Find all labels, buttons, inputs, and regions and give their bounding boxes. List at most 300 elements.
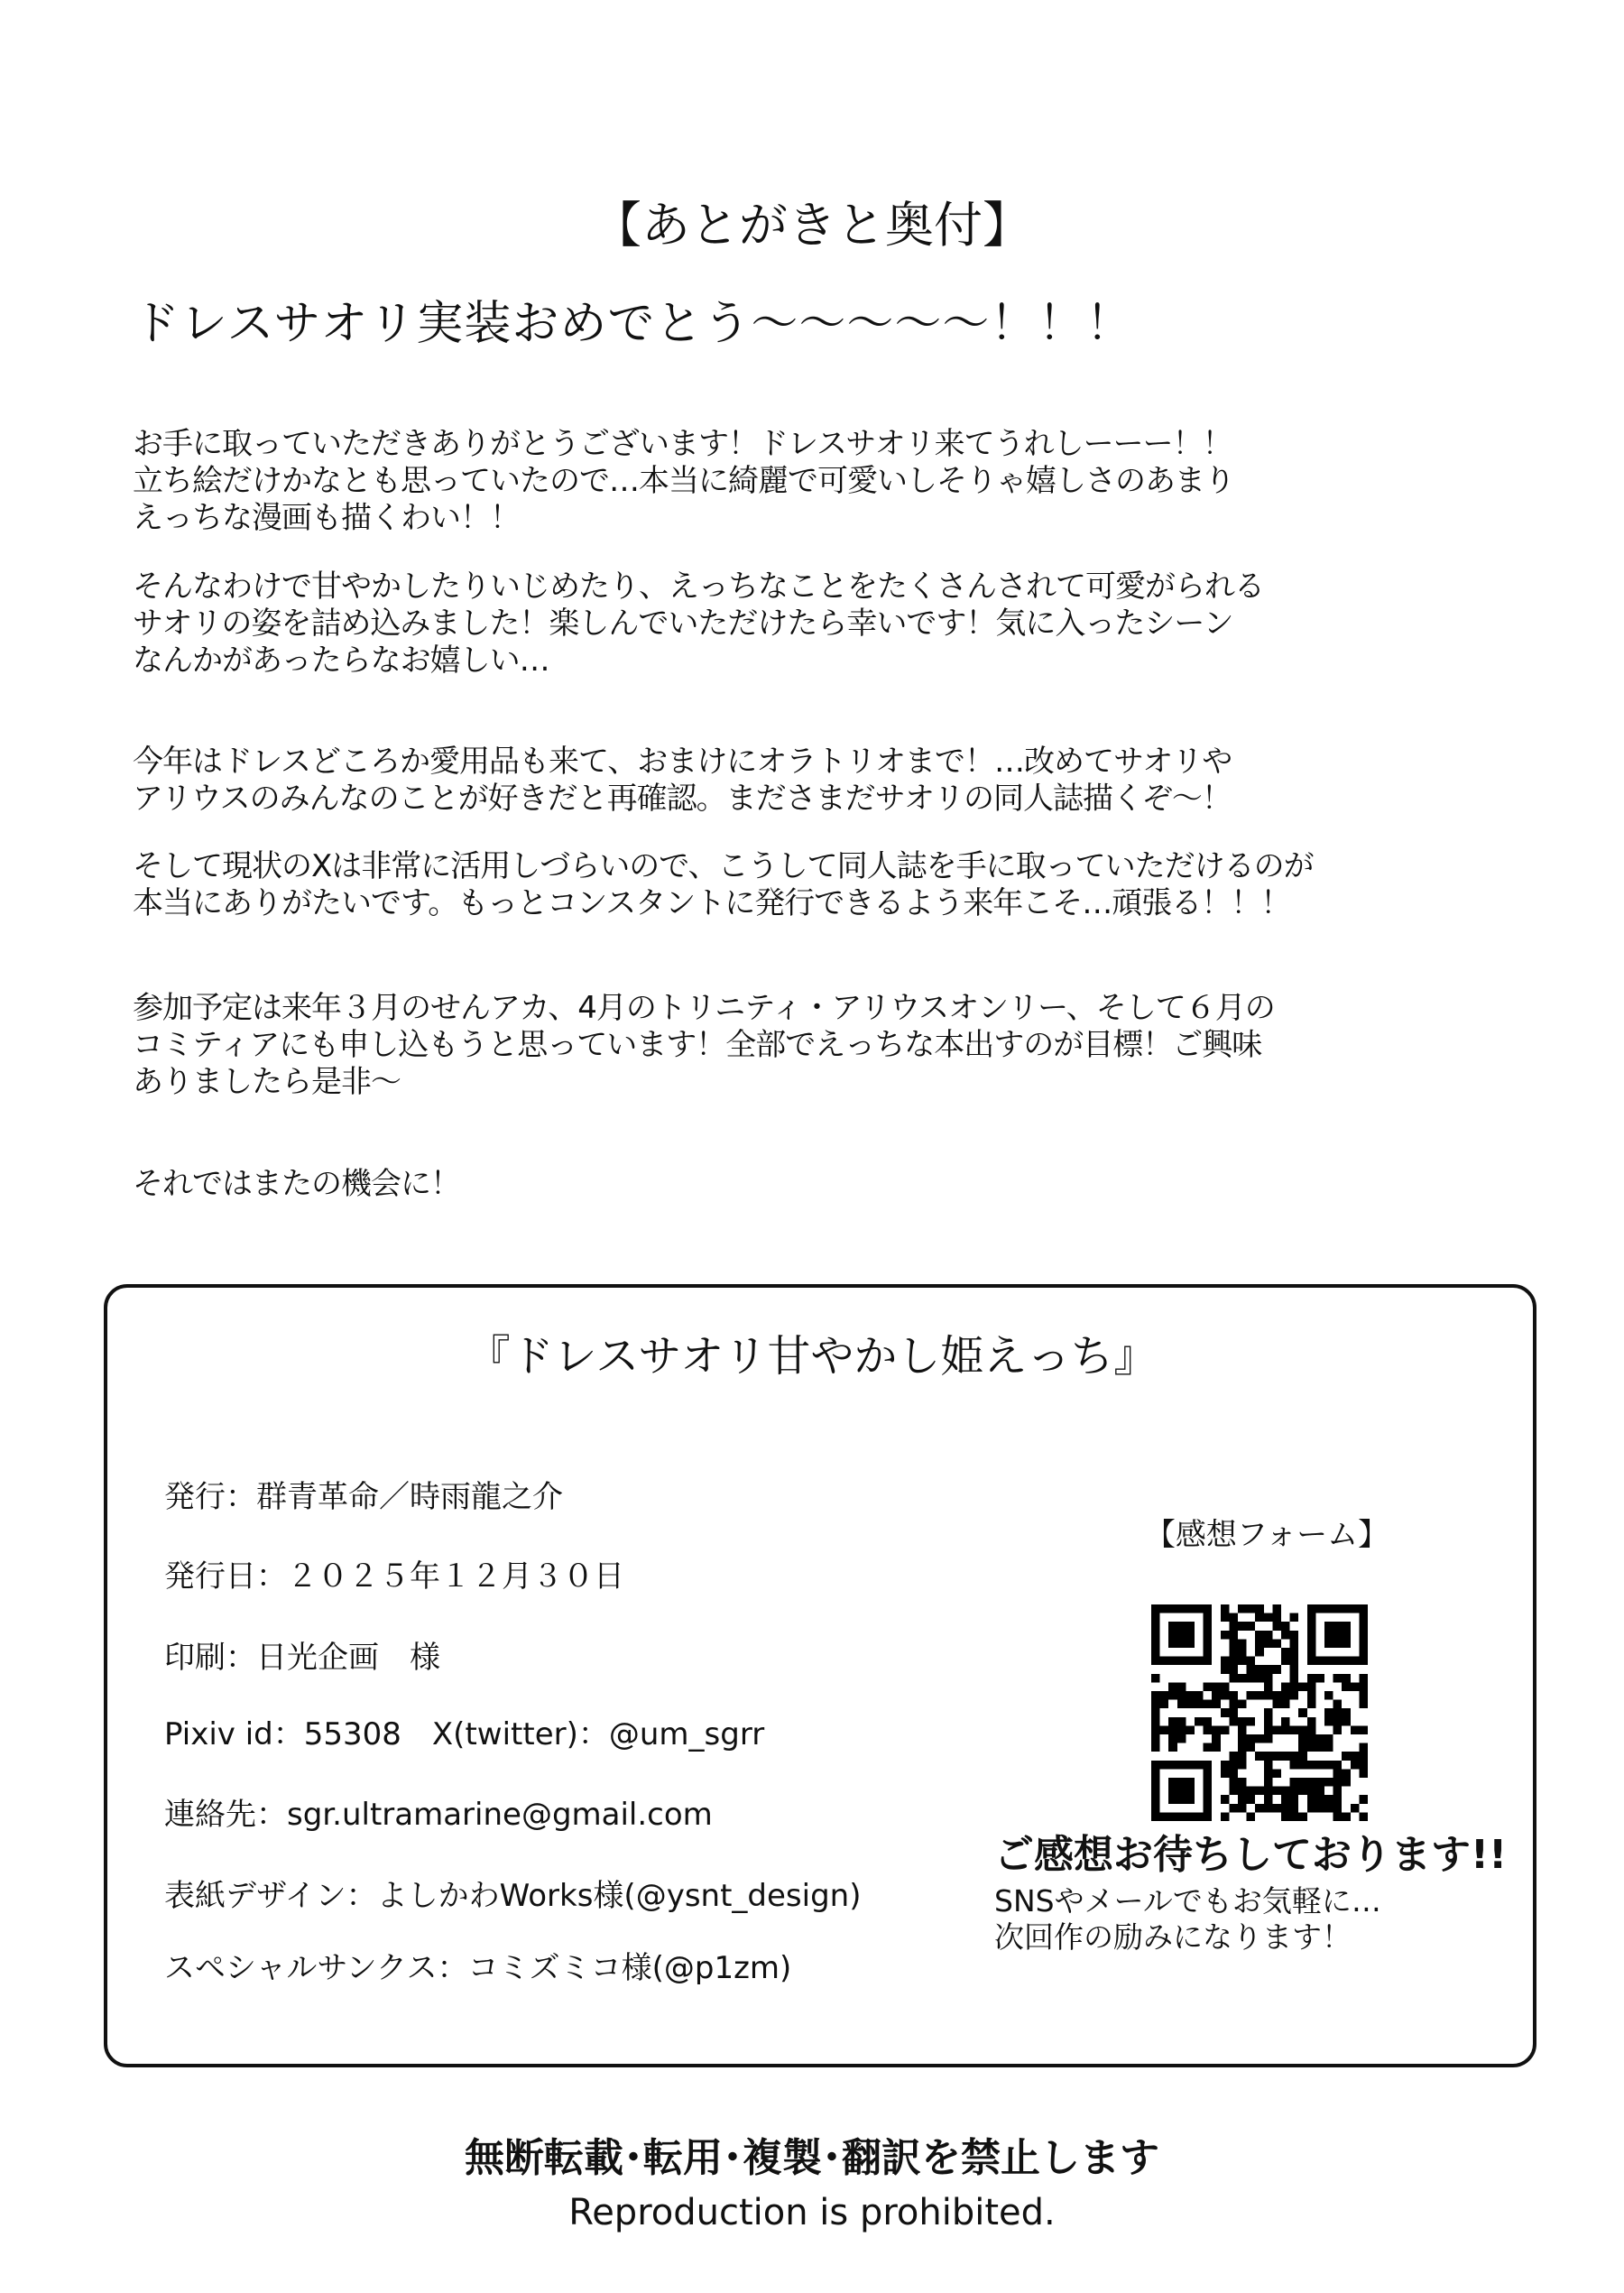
qr-module: [1204, 1795, 1213, 1804]
qr-module: [1342, 1752, 1351, 1761]
qr-module: [1160, 1725, 1169, 1734]
qr-module: [1315, 1734, 1324, 1743]
text-line: お手に取っていただきありがとうございます！ドレスサオリ来てうれしーーー！！: [133, 426, 1232, 462]
qr-module: [1281, 1622, 1290, 1631]
text-line: 本当にありがたいです。もっとコンスタントに発行できるよう来年こそ…頑張る！！！: [133, 885, 1291, 921]
qr-module: [1177, 1795, 1186, 1804]
qr-module: [1264, 1787, 1273, 1796]
qr-module: [1168, 1761, 1177, 1770]
qr-module: [1342, 1682, 1351, 1691]
qr-module: [1221, 1631, 1230, 1640]
qr-module: [1204, 1631, 1213, 1640]
qr-module: [1307, 1717, 1316, 1726]
qr-module: [1255, 1734, 1264, 1743]
publish-date-row: 発行日：２０２５年１２月３０日: [164, 1558, 624, 1595]
qr-module: [1307, 1778, 1316, 1787]
qr-module: [1186, 1761, 1195, 1770]
qr-module: [1229, 1761, 1238, 1770]
qr-module: [1204, 1778, 1213, 1787]
qr-module: [1333, 1804, 1343, 1813]
qr-module: [1359, 1795, 1368, 1804]
qr-module: [1229, 1674, 1238, 1683]
qr-module: [1151, 1734, 1160, 1743]
qr-module: [1359, 1622, 1368, 1631]
qr-module: [1151, 1725, 1160, 1734]
qr-module: [1333, 1708, 1343, 1717]
qr-module: [1229, 1622, 1238, 1631]
qr-module: [1290, 1682, 1299, 1691]
qr-module: [1307, 1725, 1316, 1734]
qr-module: [1204, 1682, 1213, 1691]
qr-module: [1238, 1734, 1247, 1743]
qr-module: [1272, 1752, 1281, 1761]
qr-module: [1281, 1795, 1290, 1804]
paragraph: [133, 744, 1232, 818]
qr-module: [1247, 1787, 1256, 1796]
qr-module: [1247, 1657, 1256, 1666]
qr-module: [1177, 1761, 1186, 1770]
qr-module: [1307, 1639, 1316, 1648]
qr-module: [1298, 1725, 1307, 1734]
qr-module: [1177, 1682, 1186, 1691]
qr-module: [1151, 1804, 1160, 1813]
qr-module: [1264, 1708, 1273, 1717]
qr-module: [1307, 1613, 1316, 1623]
qr-module: [1307, 1648, 1316, 1657]
qr-module: [1290, 1674, 1299, 1683]
qr-module: [1333, 1795, 1343, 1804]
qr-module: [1359, 1631, 1368, 1640]
text-line: 立ち絵だけかなとも思っていたので…本当に綺麗で可愛いしそりゃ嬉しさのあまり: [133, 463, 1234, 499]
qr-module: [1151, 1795, 1160, 1804]
qr-module: [1247, 1812, 1256, 1821]
printer-row: 印刷：日光企画 様: [164, 1640, 440, 1676]
qr-module: [1255, 1787, 1264, 1796]
qr-module: [1151, 1691, 1160, 1700]
qr-module: [1229, 1708, 1238, 1717]
qr-module: [1307, 1674, 1316, 1683]
qr-module: [1315, 1795, 1324, 1804]
qr-module: [1281, 1700, 1290, 1709]
qr-module: [1186, 1795, 1195, 1804]
qr-module: [1255, 1674, 1264, 1683]
qr-module: [1151, 1778, 1160, 1787]
qr-module: [1238, 1648, 1247, 1657]
text-line: それではまたの機会に！: [133, 1166, 460, 1202]
paragraph: [133, 848, 1314, 922]
qr-module: [1168, 1604, 1177, 1613]
paragraph: [133, 1166, 460, 1203]
qr-module: [1290, 1752, 1299, 1761]
qr-module: [1264, 1613, 1273, 1623]
qr-module: [1195, 1691, 1204, 1700]
qr-module: [1204, 1622, 1213, 1631]
qr-module: [1204, 1743, 1213, 1752]
qr-module: [1168, 1795, 1177, 1804]
qr-module: [1160, 1700, 1169, 1709]
qr-module: [1307, 1804, 1316, 1813]
qr-module: [1272, 1665, 1281, 1674]
paragraph: [133, 426, 1234, 537]
qr-module: [1359, 1639, 1368, 1648]
qr-module: [1281, 1752, 1290, 1761]
qr-module: [1255, 1804, 1264, 1813]
qr-module: [1195, 1761, 1204, 1770]
qr-module: [1229, 1613, 1238, 1623]
qr-module: [1324, 1761, 1333, 1770]
qr-module: [1272, 1804, 1281, 1813]
qr-module: [1151, 1613, 1160, 1623]
qr-module: [1324, 1778, 1333, 1787]
qr-module: [1151, 1639, 1160, 1648]
qr-module: [1238, 1725, 1247, 1734]
qr-module: [1186, 1787, 1195, 1796]
qr-module: [1281, 1631, 1290, 1640]
qr-module: [1247, 1604, 1256, 1613]
qr-module: [1247, 1795, 1256, 1804]
qr-module: [1255, 1665, 1264, 1674]
qr-module: [1186, 1725, 1195, 1734]
qr-module: [1298, 1787, 1307, 1796]
qr-module: [1238, 1700, 1247, 1709]
qr-module: [1307, 1734, 1316, 1743]
qr-module: [1177, 1778, 1186, 1787]
qr-module: [1186, 1639, 1195, 1648]
qr-module: [1359, 1648, 1368, 1657]
contact-row: 連絡先：sgr.ultramarine@gmail.com: [164, 1797, 713, 1833]
qr-module: [1333, 1657, 1343, 1666]
qr-module: [1151, 1708, 1160, 1717]
qr-module: [1212, 1700, 1221, 1709]
qr-module: [1221, 1761, 1230, 1770]
qr-module: [1238, 1657, 1247, 1666]
qr-module: [1359, 1682, 1368, 1691]
copyright-notice-ja: 無断転載･転用･複製･翻訳を禁止します: [465, 2135, 1159, 2181]
qr-module: [1359, 1700, 1368, 1709]
qr-module: [1315, 1674, 1324, 1683]
qr-module: [1177, 1717, 1186, 1726]
qr-module: [1177, 1657, 1186, 1666]
qr-module: [1342, 1631, 1351, 1640]
qr-module: [1359, 1691, 1368, 1700]
qr-module: [1298, 1734, 1307, 1743]
qr-module: [1333, 1639, 1343, 1648]
qr-module: [1168, 1622, 1177, 1631]
qr-module: [1264, 1631, 1273, 1640]
qr-module: [1307, 1761, 1316, 1770]
qr-module: [1272, 1725, 1281, 1734]
qr-module: [1238, 1787, 1247, 1796]
qr-module: [1307, 1604, 1316, 1613]
qr-module: [1168, 1691, 1177, 1700]
qr-module: [1247, 1674, 1256, 1683]
qr-module: [1204, 1604, 1213, 1613]
qr-module: [1281, 1725, 1290, 1734]
qr-module: [1333, 1812, 1343, 1821]
qr-module: [1151, 1743, 1160, 1752]
qr-module: [1212, 1734, 1221, 1743]
text-line: ありましたら是非～: [133, 1064, 401, 1100]
qr-module: [1186, 1604, 1195, 1613]
qr-module: [1333, 1717, 1343, 1726]
qr-module: [1177, 1691, 1186, 1700]
qr-module: [1221, 1665, 1230, 1674]
qr-module: [1151, 1631, 1160, 1640]
paragraph: [133, 990, 1275, 1101]
qr-module: [1177, 1700, 1186, 1709]
qr-module: [1359, 1812, 1368, 1821]
qr-module: [1151, 1622, 1160, 1631]
qr-module: [1351, 1725, 1360, 1734]
qr-module: [1315, 1743, 1324, 1752]
feedback-thanks: ご感想お待ちしております!!: [994, 1832, 1508, 1878]
qr-module: [1281, 1804, 1290, 1813]
text-line: そして現状のXは非常に活用しづらいので、こうして同人誌を手に取っていただけるのが: [133, 848, 1314, 884]
qr-module: [1351, 1682, 1360, 1691]
qr-module: [1290, 1657, 1299, 1666]
qr-module: [1324, 1622, 1333, 1631]
qr-module: [1204, 1812, 1213, 1821]
text-line: 今年はドレスどころか愛用品も来て、おまけにオラトリオまで！…改めてサオリや: [133, 744, 1232, 780]
qr-module: [1255, 1639, 1264, 1648]
qr-module: [1359, 1752, 1368, 1761]
qr-module: [1229, 1657, 1238, 1666]
qr-module: [1229, 1631, 1238, 1640]
qr-module: [1151, 1657, 1160, 1666]
text-line: えっちな漫画も描くわい！！: [133, 500, 520, 536]
qr-module: [1221, 1691, 1230, 1700]
qr-module: [1186, 1657, 1195, 1666]
qr-module: [1186, 1700, 1195, 1709]
qr-module: [1290, 1665, 1299, 1674]
qr-module: [1315, 1761, 1324, 1770]
qr-module: [1168, 1682, 1177, 1691]
qr-module: [1177, 1725, 1186, 1734]
qr-module: [1333, 1787, 1343, 1796]
qr-module: [1359, 1657, 1368, 1666]
qr-module: [1229, 1778, 1238, 1787]
qr-module: [1204, 1725, 1213, 1734]
qr-module: [1160, 1657, 1169, 1666]
qr-module: [1264, 1665, 1273, 1674]
qr-module: [1151, 1604, 1160, 1613]
qr-module: [1160, 1604, 1169, 1613]
feedback-subtext: SNSやメールでもお気軽に…: [994, 1883, 1381, 1919]
qr-module: [1351, 1657, 1360, 1666]
social-row: Pixiv id：55308 X(twitter)：@um_sgrr: [164, 1716, 765, 1752]
qr-module: [1221, 1613, 1230, 1623]
feedback-subtext: 次回作の励みになります！: [994, 1919, 1352, 1955]
qr-module: [1264, 1691, 1273, 1700]
qr-module: [1342, 1778, 1351, 1787]
qr-module: [1247, 1665, 1256, 1674]
qr-module: [1229, 1752, 1238, 1761]
qr-module: [1272, 1639, 1281, 1648]
qr-module: [1359, 1604, 1368, 1613]
qr-module: [1307, 1631, 1316, 1640]
qr-module: [1272, 1622, 1281, 1631]
qr-module: [1290, 1804, 1299, 1813]
qr-module: [1221, 1604, 1230, 1613]
qr-module: [1272, 1691, 1281, 1700]
qr-module: [1359, 1761, 1368, 1770]
qr-module: [1238, 1743, 1247, 1752]
qr-module: [1177, 1622, 1186, 1631]
qr-module: [1315, 1787, 1324, 1796]
qr-module: [1229, 1700, 1238, 1709]
qr-module: [1247, 1734, 1256, 1743]
qr-module: [1229, 1691, 1238, 1700]
qr-module: [1315, 1778, 1324, 1787]
qr-module: [1204, 1804, 1213, 1813]
qr-module: [1272, 1769, 1281, 1778]
qr-module: [1315, 1657, 1324, 1666]
qr-module: [1238, 1604, 1247, 1613]
qr-module: [1298, 1752, 1307, 1761]
qr-module: [1342, 1812, 1351, 1821]
qr-module: [1264, 1717, 1273, 1726]
qr-module: [1298, 1761, 1307, 1770]
qr-module: [1307, 1700, 1316, 1709]
qr-module: [1168, 1725, 1177, 1734]
qr-module: [1238, 1717, 1247, 1726]
qr-module: [1186, 1812, 1195, 1821]
qr-module: [1247, 1691, 1256, 1700]
qr-module: [1229, 1717, 1238, 1726]
qr-module: [1221, 1725, 1230, 1734]
qr-module: [1212, 1691, 1221, 1700]
qr-module: [1238, 1752, 1247, 1761]
qr-module: [1324, 1708, 1333, 1717]
qr-module: [1186, 1691, 1195, 1700]
qr-module: [1333, 1778, 1343, 1787]
qr-module: [1195, 1657, 1204, 1666]
qr-module: [1281, 1787, 1290, 1796]
qr-module: [1204, 1769, 1213, 1778]
qr-module: [1264, 1761, 1273, 1770]
qr-module: [1281, 1682, 1290, 1691]
qr-module: [1281, 1691, 1290, 1700]
qr-module: [1238, 1674, 1247, 1683]
qr-module: [1351, 1752, 1360, 1761]
qr-module: [1151, 1812, 1160, 1821]
qr-module: [1264, 1674, 1273, 1683]
qr-module: [1359, 1613, 1368, 1623]
qr-module: [1221, 1812, 1230, 1821]
qr-module: [1342, 1708, 1351, 1717]
text-line: そんなわけで甘やかしたりいじめたり、えっちなことをたくさんされて可愛がられる: [133, 569, 1264, 605]
qr-module: [1229, 1787, 1238, 1796]
qr-module: [1168, 1778, 1177, 1787]
qr-module: [1247, 1717, 1256, 1726]
qr-module: [1264, 1769, 1273, 1778]
qr-module: [1195, 1604, 1204, 1613]
qr-module: [1315, 1804, 1324, 1813]
qr-module: [1151, 1700, 1160, 1709]
qr-module: [1177, 1604, 1186, 1613]
qr-module: [1177, 1812, 1186, 1821]
qr-module: [1221, 1795, 1230, 1804]
qr-module: [1298, 1682, 1307, 1691]
qr-module: [1204, 1657, 1213, 1666]
text-line: コミティアにも申し込もうと思っています！全部でえっちな本出すのが目標！ご興味: [133, 1027, 1262, 1063]
headline: ドレスサオリ実装おめでとう～～～～～！！！: [133, 297, 1134, 351]
qr-module: [1168, 1639, 1177, 1648]
qr-module: [1255, 1604, 1264, 1613]
qr-module: [1351, 1761, 1360, 1770]
qr-module: [1186, 1631, 1195, 1640]
qr-module: [1195, 1717, 1204, 1726]
qr-module: [1324, 1657, 1333, 1666]
qr-module: [1177, 1631, 1186, 1640]
qr-module: [1324, 1639, 1333, 1648]
qr-module: [1290, 1725, 1299, 1734]
qr-module: [1151, 1648, 1160, 1657]
qr-module: [1168, 1631, 1177, 1640]
qr-module: [1177, 1639, 1186, 1648]
qr-module: [1264, 1752, 1273, 1761]
qr-module: [1324, 1795, 1333, 1804]
qr-module: [1204, 1613, 1213, 1623]
qr-module: [1221, 1708, 1230, 1717]
qr-module: [1238, 1804, 1247, 1813]
qr-module: [1247, 1622, 1256, 1631]
qr-code-icon[interactable]: [1151, 1604, 1368, 1821]
qr-module: [1307, 1691, 1316, 1700]
qr-module: [1160, 1691, 1169, 1700]
qr-module: [1204, 1700, 1213, 1709]
qr-module: [1151, 1717, 1160, 1726]
qr-module: [1229, 1648, 1238, 1657]
qr-module: [1307, 1795, 1316, 1804]
paragraph: [133, 569, 1264, 680]
qr-module: [1315, 1604, 1324, 1613]
qr-module: [1221, 1657, 1230, 1666]
qr-module: [1342, 1674, 1351, 1683]
qr-module: [1255, 1691, 1264, 1700]
qr-module: [1333, 1761, 1343, 1770]
text-line: サオリの姿を詰め込みました！楽しんでいただけたら幸いです！気に入ったシーン: [133, 606, 1233, 642]
qr-module: [1333, 1725, 1343, 1734]
qr-module: [1168, 1734, 1177, 1743]
qr-module: [1290, 1648, 1299, 1657]
qr-module: [1290, 1812, 1299, 1821]
qr-module: [1204, 1787, 1213, 1796]
qr-module: [1290, 1761, 1299, 1770]
qr-module: [1264, 1639, 1273, 1648]
qr-module: [1333, 1604, 1343, 1613]
qr-module: [1229, 1769, 1238, 1778]
qr-module: [1272, 1604, 1281, 1613]
qr-module: [1351, 1804, 1360, 1813]
qr-module: [1290, 1639, 1299, 1648]
qr-module: [1324, 1804, 1333, 1813]
qr-module: [1177, 1787, 1186, 1796]
qr-module: [1342, 1639, 1351, 1648]
special-thanks-row: スペシャルサンクス：コミズミコ様(@p1zm): [164, 1950, 792, 1986]
qr-module: [1290, 1787, 1299, 1796]
qr-module: [1272, 1700, 1281, 1709]
book-title: 『ドレスサオリ甘やかし姫えっち』: [466, 1331, 1158, 1382]
qr-module: [1229, 1665, 1238, 1674]
qr-module: [1281, 1648, 1290, 1657]
qr-module: [1255, 1631, 1264, 1640]
qr-module: [1307, 1743, 1316, 1752]
qr-module: [1221, 1769, 1230, 1778]
page-title: 【あとがきと奥付】: [593, 197, 1031, 254]
qr-module: [1333, 1769, 1343, 1778]
text-line: アリウスのみんなのことが好きだと再確認。まださまだサオリの同人誌描くぞ～！: [133, 781, 1232, 817]
